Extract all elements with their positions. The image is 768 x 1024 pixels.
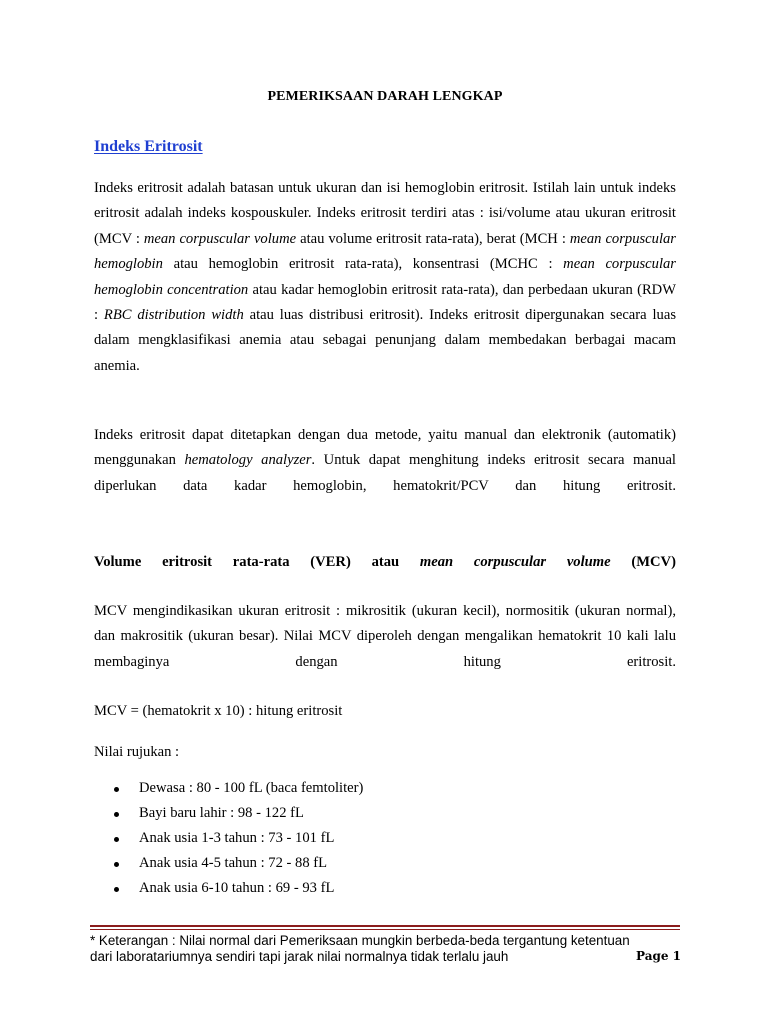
- list-item: Anak usia 1-3 tahun : 73 - 101 fL: [94, 826, 363, 851]
- reference-values-label: Nilai rujukan :: [94, 744, 180, 760]
- bullet-icon: [114, 862, 119, 867]
- paragraph-mcv-description: MCV mengindikasikan ukuran eritrosit : mikrositik (ukuran kecil), normositik (ukuran normal), dan makrositik (ukuran besar). Nilai MCV diperoleh dengan mengalikan hematokrit 10 kali lalu membaginya dengan hitung eritrosit.: [94, 603, 676, 670]
- paragraph-indeks-eritrosit-definition: Indeks eritrosit adalah batasan untuk ukuran dan isi hemoglobin eritrosit. Istilah lain untuk indeks eritrosit adalah indeks kospouskuler. Indeks eritrosit terdiri atas : isi/volume atau ukuran eritrosit (MCV : mean corpuscular volume atau volume eritrosit rata-rata), berat (MCH : mean corpuscular hemoglobin atau hemoglobin eritrosit rata-rata), konsentrasi (MCHC : mean corpuscular hemoglobin concentration atau kadar hemoglobin eritrosit rata-rata), dan perbedaan ukuran (RDW : RBC distribution width atau luas distribusi eritrosit). Indeks eritrosit dipergunakan secara luas dalam mengklasifikasi anemia atau sebagai penunjang dalam membedakan berbagai macam anemia.: [94, 180, 676, 374]
- reference-values-list: [94, 776, 363, 901]
- footer-note-line-1: * Keterangan : Nilai normal dari Pemeriksaan mungkin berbeda-beda tergantung ketentuan: [90, 933, 630, 948]
- list-item: Anak usia 6-10 tahun : 69 - 93 fL: [94, 876, 363, 901]
- document-title: PEMERIKSAAN DARAH LENGKAP: [267, 89, 503, 104]
- bullet-icon: [114, 812, 119, 817]
- bullet-icon: [114, 787, 119, 792]
- footer-divider-thin: [90, 929, 680, 930]
- section-heading-indeks-eritrosit[interactable]: Indeks Eritrosit: [94, 138, 203, 155]
- footer-note: [90, 933, 690, 965]
- bullet-icon: [114, 887, 119, 892]
- list-item: Dewasa : 80 - 100 fL (baca femtoliter): [94, 776, 363, 801]
- mcv-formula: MCV = (hematokrit x 10) : hitung eritrosit: [94, 703, 343, 719]
- list-item: Bayi baru lahir : 98 - 122 fL: [94, 801, 363, 826]
- subheading-mcv: Volume eritrosit rata-rata (VER) atau mean corpuscular volume (MCV): [94, 554, 676, 570]
- paragraph-methods: Indeks eritrosit dapat ditetapkan dengan dua metode, yaitu manual dan elektronik (automatik) menggunakan hematology analyzer. Untuk dapat menghitung indeks eritrosit secara manual diperlukan data kadar hemoglobin, hematokrit/PCV dan hitung eritrosit.: [94, 427, 676, 494]
- list-item: Anak usia 4-5 tahun : 72 - 88 fL: [94, 851, 363, 876]
- footer-divider-thick: [90, 925, 680, 927]
- page-number: Page 1: [636, 949, 682, 963]
- footer-note-line-2: dari laboratariumnya sendiri tapi jarak nilai normalnya tidak terlalu jauh: [90, 949, 509, 964]
- bullet-icon: [114, 837, 119, 842]
